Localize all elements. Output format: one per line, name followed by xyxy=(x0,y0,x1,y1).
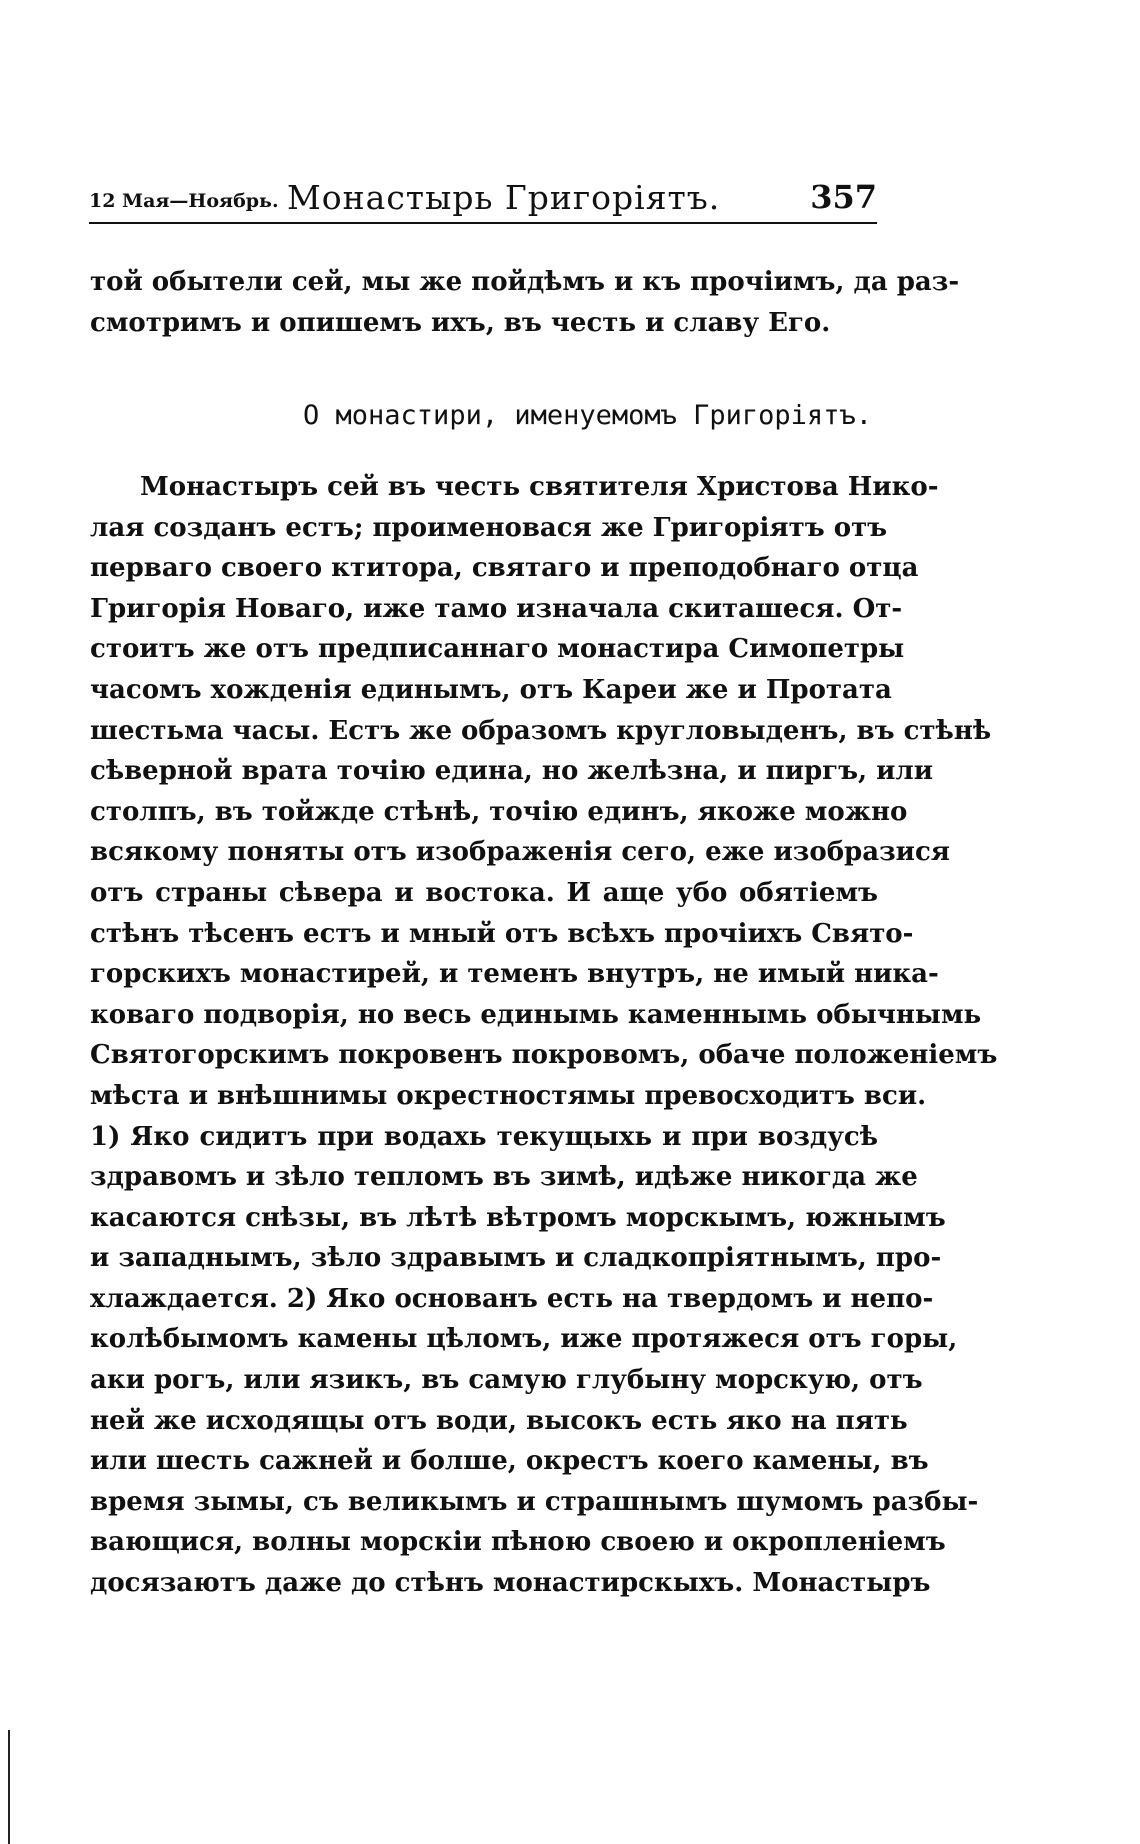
text-line: Монастыръ сей въ честь святителя Христова Нико- xyxy=(140,472,939,502)
page-number: 357 xyxy=(810,178,877,216)
text-line: хлаждается. 2) Яко основанъ есть на твердомъ и непо- xyxy=(90,1283,934,1314)
text-line: той обытели сей, мы же пойдѣмъ и къ прочіимъ, да раз- xyxy=(90,267,960,297)
text-line: Святогорскимъ покровенъ покровомъ, обаче положеніемъ xyxy=(90,1040,998,1071)
header-title: Монастырь Григоріятъ. xyxy=(287,178,721,217)
text-line: касаются снѣзы, въ лѣтѣ вѣтромъ морскымъ, южнымъ xyxy=(90,1202,946,1233)
text-line: лая созданъ естъ; проименовася же Григоріятъ отъ xyxy=(90,512,888,543)
text-line: время зымы, съ великымъ и страшнымъ шумомъ разбы- xyxy=(90,1486,979,1517)
text-line: смотримъ и опишемъ ихъ, въ честь и славу Его. xyxy=(90,307,831,338)
text-line: стоитъ же отъ предписаннаго монастира Симопетры xyxy=(90,634,905,665)
text-line: сѣверной врата точію едина, но желѣзна, и пиргъ, или xyxy=(90,756,934,787)
text-line: перваго своего ктитора, святаго и преподобнаго отца xyxy=(90,553,919,584)
text-line: горскихъ монастирей, и теменъ внутръ, не имый ника- xyxy=(90,959,939,990)
text-line: шестьма часы. Естъ же образомъ кругловыденъ, въ стѣнѣ xyxy=(90,715,992,746)
intro-paragraph xyxy=(90,262,960,343)
text-line: аки рогъ, или язикъ, въ самую глубыну морскую, отъ xyxy=(90,1365,923,1396)
scan-edge-mark xyxy=(8,1730,10,1844)
text-line: стѣнъ тѣсенъ естъ и мный отъ всѣхъ прочіихъ Свято- xyxy=(90,918,914,949)
text-line: здравомъ и зѣло тепломъ въ зимѣ, идѣже никогда же xyxy=(90,1162,918,1193)
text-line: всякому поняты отъ изображенія сего, еже изобразися xyxy=(90,837,950,868)
text-line: вающися, волны морскіи пѣною своею и окропленіемъ xyxy=(90,1527,946,1558)
text-line: коваго подворія, но весь единымь каменнымь обычнымь xyxy=(90,999,982,1030)
text-line: отъ страны сѣвера и востока. И аще убо обятіемъ xyxy=(90,877,878,908)
text-line: мѣста и внѣшнимы окрестностямы превосходитъ вси. xyxy=(90,1080,927,1111)
text-line: или шесть сажней и болше, окрестъ коего камены, въ xyxy=(90,1446,929,1477)
running-header xyxy=(89,178,877,224)
text-line: Григорія Новаго, иже тамо изначала скиташеся. От- xyxy=(90,593,903,624)
text-line: часомъ хожденія единымъ, отъ Кареи же и Протата xyxy=(90,674,892,705)
header-date-range: 12 Мая—Ноябрь. xyxy=(89,190,279,212)
text-line: досязаютъ даже до стѣнъ монастирскыхъ. Монастыръ xyxy=(90,1568,931,1599)
body-paragraph xyxy=(90,467,998,1604)
text-line: и западнымъ, зѣло здравымъ и сладкопріятнымъ, про- xyxy=(90,1243,942,1274)
text-line: столпъ, въ тойжде стѣнѣ, точію единъ, якоже можно xyxy=(90,796,908,827)
section-heading: О монастири, именуемомъ Григоріятъ. xyxy=(303,400,872,431)
text-line: 1) Яко сидитъ при водахь текущыхь и при воздусѣ xyxy=(90,1121,878,1152)
text-line: колѣбымомъ камены цѣломъ, иже протяжеся отъ горы, xyxy=(90,1324,958,1355)
text-line: ней же исходящы отъ води, высокъ есть яко на пять xyxy=(90,1405,908,1436)
